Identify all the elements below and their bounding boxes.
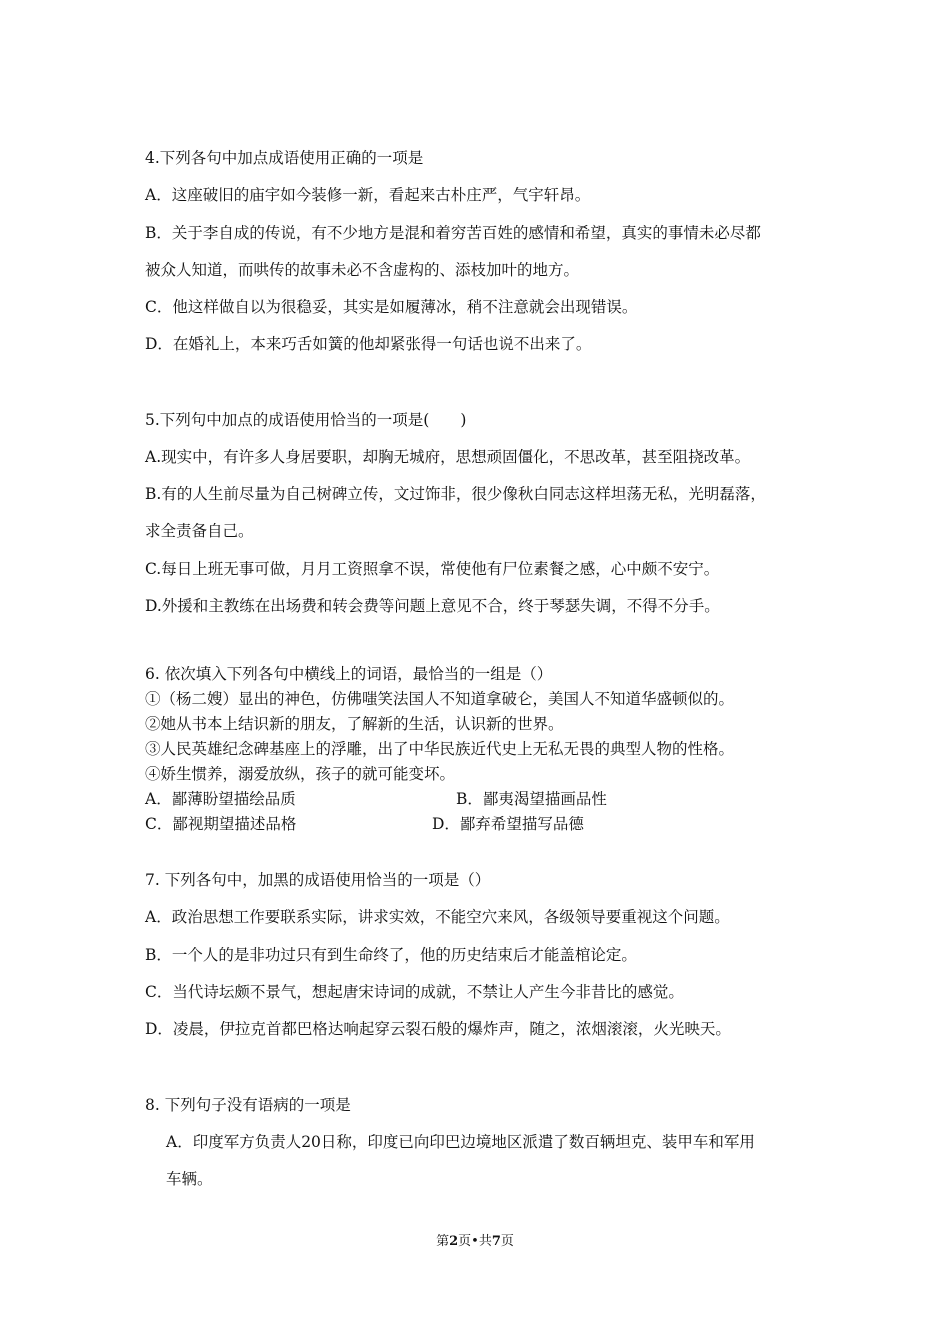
question-5-option-b-line1: B.有的人生前尽量为自己树碑立传，文过饰非，很少像秋白同志这样坦荡无私，光明磊落， <box>145 485 766 503</box>
footer-total-pages: 7 <box>491 1234 501 1249</box>
question-7-option-b: B．一个人的是非功过只有到生命终了，他的历史结束后才能盖棺论定。 <box>145 946 637 964</box>
page-footer <box>0 1233 950 1251</box>
question-5-option-d: D.外援和主教练在出场费和转会费等问题上意见不合，终于琴瑟失调，不得不分手。 <box>145 597 720 615</box>
footer-mid: 页•共 <box>458 1234 492 1249</box>
question-5-stem: 5.下列句中加点的成语使用恰当的一项是( ) <box>145 411 467 429</box>
question-6-sentence-4: ④娇生惯养，溺爱放纵，孩子的就可能变坏。 <box>145 765 456 783</box>
question-8-stem: 8. 下列句子没有语病的一项是 <box>145 1096 351 1114</box>
footer-suffix: 页 <box>500 1234 514 1249</box>
question-8-option-a-line2: 车辆。 <box>166 1170 213 1188</box>
question-4-option-b-line1: B．关于李自成的传说，有不少地方是混和着穷苦百姓的感情和希望，真实的事情未必尽都 <box>145 224 761 242</box>
question-7-option-c: C．当代诗坛颇不景气，想起唐宋诗词的成就，不禁让人产生今非昔比的感觉。 <box>145 983 684 1001</box>
question-6-stem: 6. 依次填入下列各句中横线上的词语，最恰当的一组是（） <box>145 665 553 683</box>
question-6-option-d: D．鄙弃希望描写品德 <box>432 815 584 833</box>
footer-prefix: 第 <box>436 1234 450 1249</box>
question-4-stem: 4.下列各句中加点成语使用正确的一项是 <box>145 149 424 167</box>
question-4-option-c: C．他这样做自以为很稳妥，其实是如履薄冰，稍不注意就会出现错误。 <box>145 298 638 316</box>
question-7-option-a: A．政治思想工作要联系实际，讲求实效，不能空穴来风，各级领导要重视这个问题。 <box>145 908 730 926</box>
question-4-option-d: D．在婚礼上，本来巧舌如簧的他却紧张得一句话也说不出来了。 <box>145 335 592 353</box>
question-5-option-a: A.现实中，有许多人身居要职，却胸无城府，思想顽固僵化，不思改革，甚至阻挠改革。 <box>145 448 751 466</box>
footer-page-number: 2 <box>449 1234 459 1249</box>
question-4-option-a: A．这座破旧的庙宇如今装修一新，看起来古朴庄严，气宇轩昂。 <box>145 186 591 204</box>
question-6-sentence-3: ③人民英雄纪念碑基座上的浮雕，出了中华民族近代史上无私无畏的典型人物的性格。 <box>145 740 735 758</box>
question-7-stem: 7. 下列各句中，加黑的成语使用恰当的一项是（） <box>145 871 491 889</box>
question-6-option-c: C．鄙视期望描述品格 <box>145 815 297 833</box>
question-5-option-b-line2: 求全责备自己。 <box>145 522 254 540</box>
question-6-option-a: A．鄙薄盼望描绘品质 <box>145 790 296 808</box>
question-4-option-b-line2: 被众人知道，而哄传的故事未必不含虚构的、添枝加叶的地方。 <box>145 261 580 279</box>
question-7-option-d: D．凌晨，伊拉克首都巴格达响起穿云裂石般的爆炸声，随之，浓烟滚滚，火光映天。 <box>145 1020 731 1038</box>
question-6-option-b: B．鄙夷渴望描画品性 <box>456 790 607 808</box>
question-6-sentence-2: ②她从书本上结识新的朋友，了解新的生活，认识新的世界。 <box>145 715 564 733</box>
question-8-option-a-line1: A．印度军方负责人20日称，印度已向印巴边境地区派遣了数百辆坦克、装甲车和军用 <box>166 1133 755 1151</box>
question-6-sentence-1: ①（杨二嫂）显出的神色，仿佛嗤笑法国人不知道拿破仑，美国人不知道华盛顿似的。 <box>145 690 735 708</box>
question-5-option-c: C.每日上班无事可做，月月工资照拿不误，常使他有尸位素餐之感，心中颇不安宁。 <box>145 560 720 578</box>
